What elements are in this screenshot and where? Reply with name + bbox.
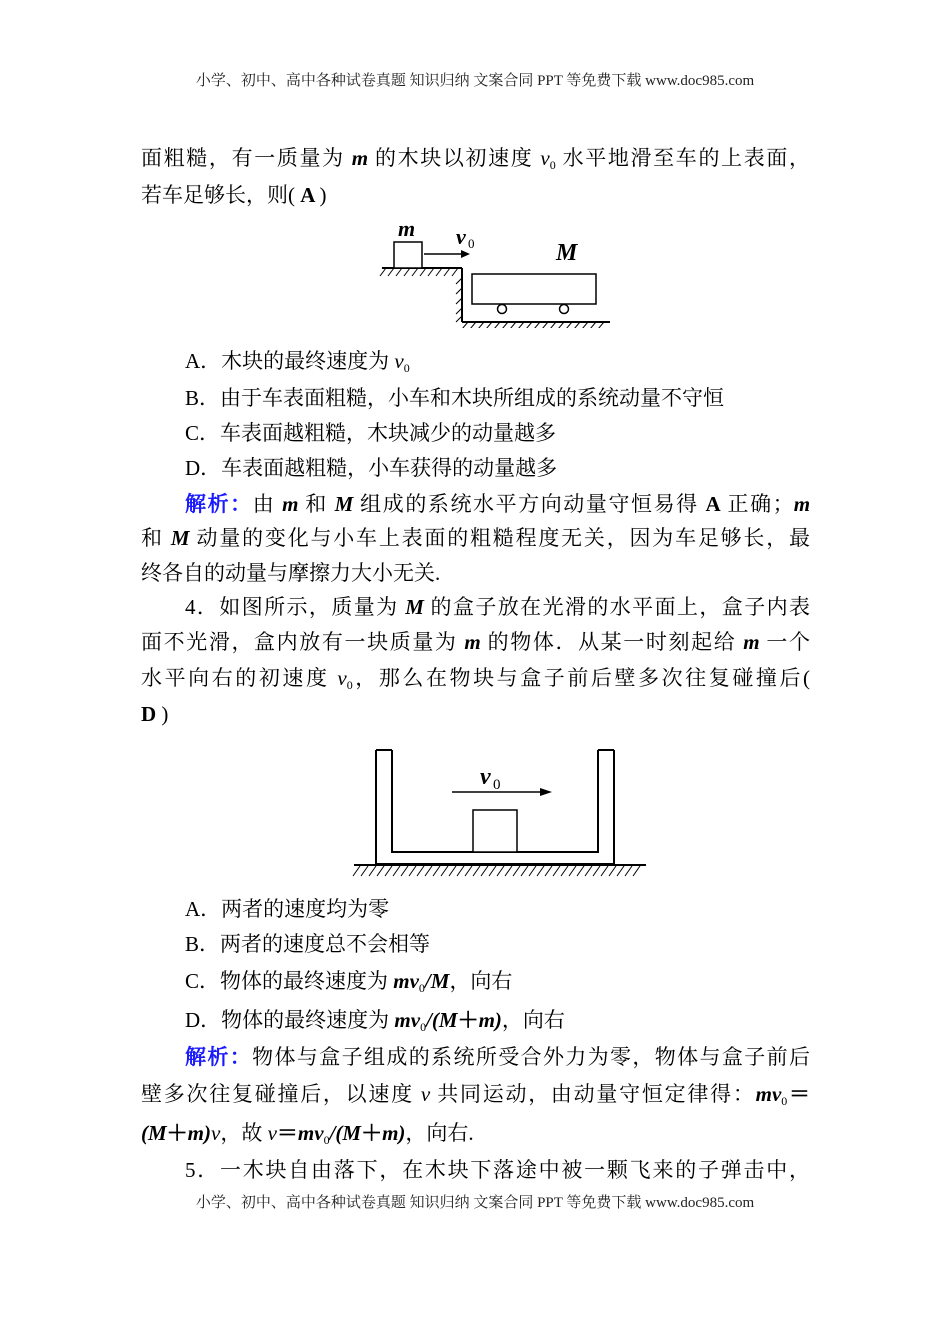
- math-symbol: M: [334, 492, 354, 516]
- math-symbol: /(M: [329, 1121, 362, 1145]
- label-M: M: [556, 240, 578, 266]
- text-run: 和: [298, 492, 335, 516]
- ground-hatching: [353, 866, 640, 876]
- text-run: C．车表面越粗糙，木块减少的动量越多: [185, 421, 557, 445]
- option-d: [185, 1006, 810, 1041]
- block-m: [394, 242, 422, 268]
- text-run: 正确；: [720, 492, 794, 516]
- text-run: D．物体的最终速度为: [185, 1008, 395, 1032]
- text-run: ): [156, 702, 169, 726]
- text-run: C．物体的最终速度为: [185, 969, 394, 993]
- text-run: 组成的系统水平方向动量守恒易得: [353, 492, 706, 516]
- math-symbol: mv: [755, 1082, 782, 1106]
- text-run: 终各自的动量与摩擦力大小无关.: [141, 561, 441, 585]
- analysis-line: [141, 524, 810, 552]
- analysis-line: [141, 1119, 810, 1154]
- subscript: 0: [323, 1133, 330, 1147]
- question-4-text-line: [141, 628, 810, 656]
- text-run: A．木块的最终速度为: [185, 349, 395, 373]
- label-v0-sub: 0: [493, 777, 501, 793]
- subscript: 0: [549, 158, 556, 172]
- text-run: 物体与盒子组成的系统所受合外力为零，物体与盒子前后: [252, 1045, 810, 1069]
- text-run: 面不光滑，盒内放有一块质量为: [141, 630, 465, 654]
- option-b: [185, 384, 810, 412]
- math-symbol: M: [405, 595, 424, 619]
- math-symbol: m: [793, 492, 810, 516]
- label-v0: v: [480, 764, 491, 790]
- text-run: 的木块以初速度: [368, 146, 541, 170]
- math-symbol: /M: [424, 969, 450, 993]
- page-footer: 小学、初中、高中各种试卷真题 知识归纳 文案合同 PPT 等免费下载 www.doc985.com: [195, 1195, 755, 1211]
- analysis-label: 解析：: [185, 1045, 253, 1069]
- math-symbol: mv: [297, 1121, 324, 1145]
- subscript: 0: [420, 1020, 427, 1034]
- bold-text: D: [141, 702, 157, 726]
- math-symbol: (M: [141, 1121, 167, 1145]
- text-run: 的盒子放在光滑的水平面上，盒子内表: [423, 595, 810, 619]
- bold-text: A: [300, 183, 320, 207]
- bold-text: ＋: [166, 1121, 188, 1145]
- label-m: m: [398, 218, 416, 241]
- math-symbol: mv: [393, 969, 419, 993]
- text-run: 4．如图所示，质量为: [185, 595, 406, 619]
- option-c: [185, 967, 810, 1002]
- question-3-text-line: [141, 181, 810, 209]
- math-variable: v: [211, 1121, 221, 1145]
- math-symbol: m: [464, 630, 481, 654]
- text-run: 水平向右的初速度: [141, 666, 338, 690]
- bold-text: ＝: [787, 1082, 810, 1106]
- option-b: [185, 930, 810, 958]
- math-variable: v: [420, 1082, 431, 1106]
- text-run: ，向右: [449, 969, 513, 993]
- text-run: ): [319, 183, 327, 207]
- math-symbol: mv: [394, 1008, 421, 1032]
- option-c: [185, 419, 810, 447]
- math-symbol: /(M: [426, 1008, 458, 1032]
- subscript: 0: [418, 981, 425, 995]
- bold-text: ＝: [276, 1121, 298, 1145]
- text-run: 和: [141, 526, 171, 550]
- math-symbol: m: [743, 630, 760, 654]
- math-variable: v: [394, 349, 404, 373]
- math-symbol: m: [282, 492, 299, 516]
- text-run: 动量的变化与小车上表面的粗糙程度无关，因为车足够长，最: [189, 526, 810, 550]
- question-5-text-line: [185, 1156, 810, 1184]
- text-run: D．车表面越粗糙，小车获得的动量越多: [185, 456, 558, 480]
- label-v0-sub: 0: [468, 236, 475, 251]
- text-run: B．由于车表面粗糙，小车和木块所组成的系统动量不守恒: [185, 386, 725, 410]
- option-d: [185, 454, 810, 482]
- box-block-diagram: [350, 748, 650, 882]
- analysis-line: [141, 1080, 810, 1108]
- math-variable: v: [540, 146, 550, 170]
- text-run: ，向右: [501, 1008, 565, 1032]
- page-header: 小学、初中、高中各种试卷真题 知识归纳 文案合同 PPT 等免费下载 www.doc985.com: [195, 73, 755, 89]
- math-symbol: m): [187, 1121, 211, 1145]
- block-m: [473, 810, 517, 852]
- question-4-text-line: [141, 664, 810, 692]
- analysis-line: [185, 490, 810, 518]
- text-run: 水平地滑至车的上表面，: [555, 146, 810, 170]
- math-symbol: m): [478, 1008, 502, 1032]
- subscript: 0: [781, 1094, 788, 1108]
- question-3-text-line: [141, 144, 810, 172]
- text-run: A．两者的速度均为零: [185, 897, 390, 921]
- text-run: B．两者的速度总不会相等: [185, 932, 431, 956]
- cart-M: [472, 274, 596, 304]
- label-v0: v: [456, 224, 466, 249]
- math-variable: v: [267, 1121, 277, 1145]
- option-a: [185, 347, 810, 382]
- text-run: ，向右.: [405, 1121, 474, 1145]
- subscript: 0: [403, 361, 410, 375]
- text-run: ，那么在物块与盒子前后壁多次往复碰撞后(: [352, 666, 810, 690]
- question-4-text-line: [141, 700, 810, 728]
- text-run: 共同运动，由动量守恒定律得：: [430, 1082, 756, 1106]
- option-a: [185, 895, 810, 923]
- subscript: 0: [346, 678, 353, 692]
- text-run: 5．一木块自由落下，在木块下落途中被一颗飞来的子弹击中，: [185, 1158, 810, 1182]
- text-run: 若车足够长，则(: [141, 183, 301, 207]
- bold-text: ＋: [361, 1121, 383, 1145]
- text-run: 由: [252, 492, 283, 516]
- analysis-line: [141, 559, 810, 587]
- math-variable: v: [337, 666, 347, 690]
- math-symbol: M: [170, 526, 190, 550]
- cart-block-diagram: [378, 218, 614, 328]
- analysis-label: 解析：: [185, 492, 253, 516]
- text-run: 壁多次往复碰撞后，以速度: [141, 1082, 421, 1106]
- text-run: ，故: [220, 1121, 268, 1145]
- bold-text: A: [705, 492, 721, 516]
- math-symbol: m): [382, 1121, 406, 1145]
- bold-text: ＋: [457, 1008, 479, 1032]
- text-run: 一个: [759, 630, 810, 654]
- math-symbol: m: [351, 146, 369, 170]
- text-run: 的物体．从某一时刻起给: [480, 630, 744, 654]
- question-4-text-line: [185, 593, 810, 621]
- analysis-line: [185, 1043, 810, 1071]
- text-run: 面粗糙，有一质量为: [141, 146, 352, 170]
